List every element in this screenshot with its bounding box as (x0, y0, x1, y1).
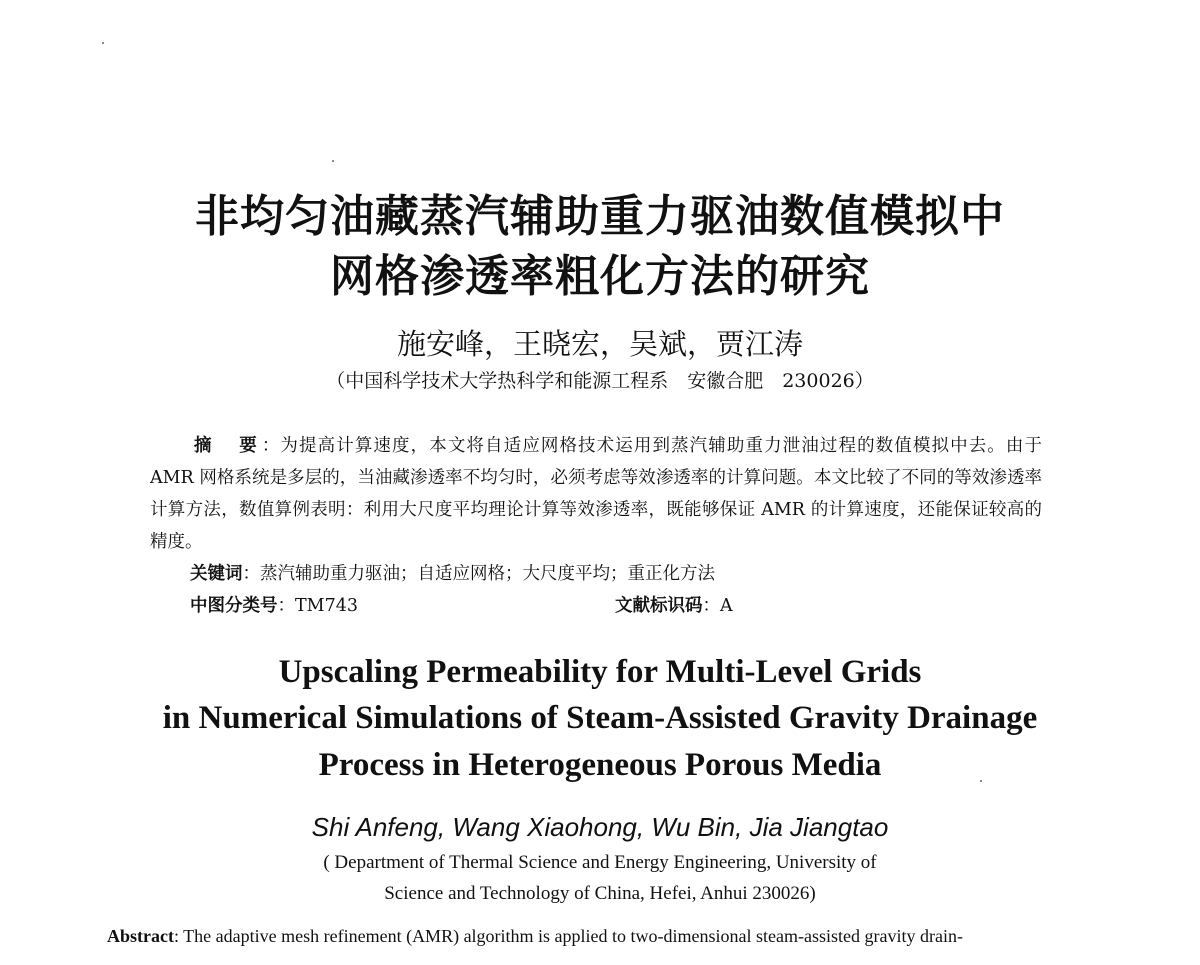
zh-abstract (150, 430, 1042, 558)
en-title-line-1: Upscaling Permeability for Multi-Level Grids (278, 654, 922, 690)
en-abstract-text: : The adaptive mesh refinement (AMR) algorithm is applied to two-dimensional steam-assisted gravity drain- (173, 926, 963, 946)
classification-value: ：TM743 (277, 596, 358, 616)
en-title-line-3: Process in Heterogeneous Porous Media (318, 747, 882, 783)
zh-authors: 施安峰，王晓宏，吴斌，贾江涛 (396, 327, 803, 361)
zh-abstract-label: 摘 要 (194, 436, 262, 456)
keywords-label: 关键词 (190, 564, 243, 584)
en-affiliation-line-1: ( Department of Thermal Science and Energy Engineering, University of (323, 852, 877, 873)
en-affiliation-line-2: Science and Technology of China, Hefei, Anhui 230026) (384, 883, 816, 904)
en-title-line-2: in Numerical Simulations of Steam-Assisted Gravity Drainage (162, 700, 1038, 736)
doc-code-label: 文献标识码 (615, 596, 703, 616)
en-abstract (107, 926, 1087, 947)
zh-affiliation: （中国科学技术大学热科学和能源工程系 安徽合肥 230026） (326, 370, 874, 392)
classification-row (190, 592, 358, 617)
zh-title-line-1: 非均匀油藏蒸汽辅助重力驱油数值模拟中 (195, 191, 1005, 242)
scan-speck (102, 42, 104, 44)
keywords-text: ：蒸汽辅助重力驱油；自适应网格；大尺度平均；重正化方法 (242, 564, 715, 584)
zh-abstract-text: ：为提高计算速度，本文将自适应网格技术运用到蒸汽辅助重力泄油过程的数值模拟中去。由于 AMR 网格系统是多层的，当油藏渗透率不均匀时，必须考虑等效渗透率的计算问题。本文比较了不同的等效渗透率计算方法，数值算例表明：利用大尺度平均理论计算等效渗透率，既能够保证 AMR 的计算速度，还能保证较高的精度。 (150, 436, 1043, 552)
doc-code-value: ：A (702, 596, 733, 616)
zh-title-line-2: 网格渗透率粗化方法的研究 (330, 251, 870, 302)
classification-label: 中图分类号 (190, 596, 278, 616)
en-authors: Shi Anfeng, Wang Xiaohong, Wu Bin, Jia Jiangtao (311, 812, 889, 842)
doc-code-row (615, 592, 733, 617)
keywords-row (190, 560, 715, 585)
en-abstract-label: Abstract (107, 926, 174, 946)
scan-speck (332, 160, 334, 162)
